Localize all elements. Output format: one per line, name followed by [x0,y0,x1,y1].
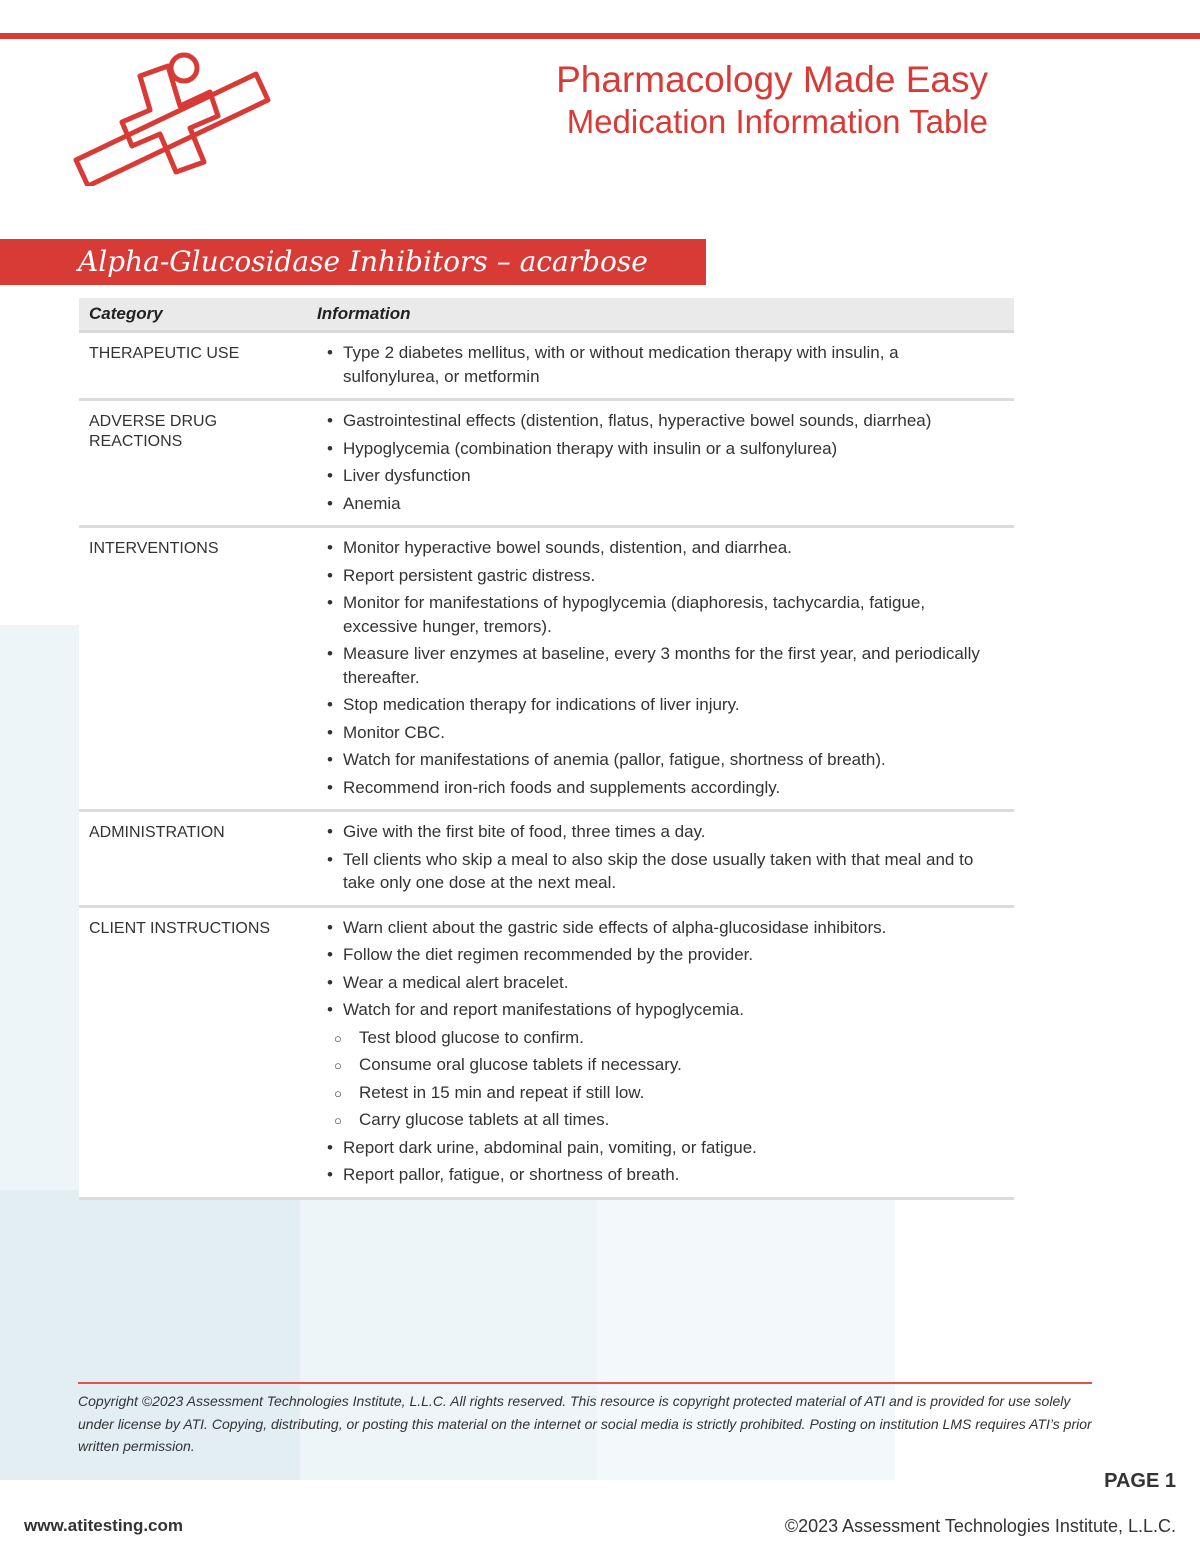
table-row [79,401,1014,528]
list-item: • Liver dysfunction [319,464,994,488]
list-item: • Follow the diet regimen recommended by the provider. [319,943,994,967]
row-information [307,528,1014,809]
list-item: • Measure liver enzymes at baseline, every 3 months for the first year, and periodically thereafter. [319,642,994,689]
list-item: • Recommend iron-rich foods and supplements accordingly. [319,776,994,800]
header-category: Category [89,304,163,323]
copyright-notice: Copyright ©2023 Assessment Technologies Institute, L.L.C. All rights reserved. This resource is copyright protected material of ATI and is provided for use solely under license by ATI. Copying, distributing, or posting this material on the internet or social media is strictly prohibited. Posting on institution LMS requires ATI’s prior written permission. [78,1393,1092,1454]
information-list [319,916,994,1187]
row-information [307,812,1014,905]
sub-list-item: ○ Retest in 15 min and repeat if still low. [319,1081,994,1105]
list-item: • Type 2 diabetes mellitus, with or without medication therapy with insulin, a sulfonylurea, or metformin [319,341,994,388]
list-item: • Monitor CBC. [319,721,994,745]
footer-copyright: ©2023 Assessment Technologies Institute, L.L.C. [784,1516,1176,1536]
medication-table [79,298,1014,1200]
table-body [79,333,1014,1200]
row-information [307,908,1014,1197]
information-list [319,409,994,515]
list-item: • Report persistent gastric distress. [319,564,994,588]
row-information [307,333,1014,398]
list-item: • Report pallor, fatigue, or shortness of breath. [319,1163,994,1187]
page-number: PAGE 1 [1104,1470,1176,1492]
information-list [319,536,994,799]
table-row [79,528,1014,812]
footer-divider [78,1382,1092,1384]
sub-list-item: ○ Test blood glucose to confirm. [319,1026,994,1050]
list-item: • Watch for manifestations of anemia (pallor, fatigue, shortness of breath). [319,748,994,772]
information-list [319,341,994,388]
list-item: • Watch for and report manifestations of hypoglycemia. [319,998,994,1022]
list-item: • Warn client about the gastric side effects of alpha-glucosidase inhibitors. [319,916,994,940]
row-category: ADVERSE DRUG REACTIONS [89,413,218,450]
medication-banner: Alpha-Glucosidase Inhibitors – acarbose [0,239,706,285]
list-item: • Gastrointestinal effects (distention, flatus, hyperactive bowel sounds, diarrhea) [319,409,994,433]
information-list [319,820,994,895]
row-information [307,401,1014,525]
table-row [79,333,1014,401]
sub-list-item: ○ Consume oral glucose tablets if necessary. [319,1053,994,1077]
sub-list-item: ○ Carry glucose tablets at all times. [319,1108,994,1132]
header-information: Information [317,304,411,323]
list-item: • Monitor for manifestations of hypoglycemia (diaphoresis, tachycardia, fatigue, excessive hunger, tremors). [319,591,994,638]
table-header [79,298,1014,333]
row-category: THERAPEUTIC USE [89,345,240,362]
list-item: • Anemia [319,492,994,516]
list-item: • Stop medication therapy for indications of liver injury. [319,693,994,717]
top-divider [0,33,1200,39]
ati-figure-logo-icon [72,46,272,186]
document-header [556,58,988,142]
list-item: • Report dark urine, abdominal pain, vomiting, or fatigue. [319,1136,994,1160]
list-item: • Give with the first bite of food, three times a day. [319,820,994,844]
table-row [79,908,1014,1200]
document-subtitle: Medication Information Table [566,103,988,140]
website-url: www.atitesting.com [24,1516,184,1535]
document-title: Pharmacology Made Easy [556,59,988,100]
row-category: INTERVENTIONS [89,540,219,557]
list-item: • Monitor hyperactive bowel sounds, distention, and diarrhea. [319,536,994,560]
row-category: ADMINISTRATION [89,824,225,841]
list-item: • Hypoglycemia (combination therapy with insulin or a sulfonylurea) [319,437,994,461]
list-item: • Wear a medical alert bracelet. [319,971,994,995]
list-item: • Tell clients who skip a meal to also skip the dose usually taken with that meal and to take only one dose at the next meal. [319,848,994,895]
row-category: CLIENT INSTRUCTIONS [89,919,271,937]
table-row [79,812,1014,908]
